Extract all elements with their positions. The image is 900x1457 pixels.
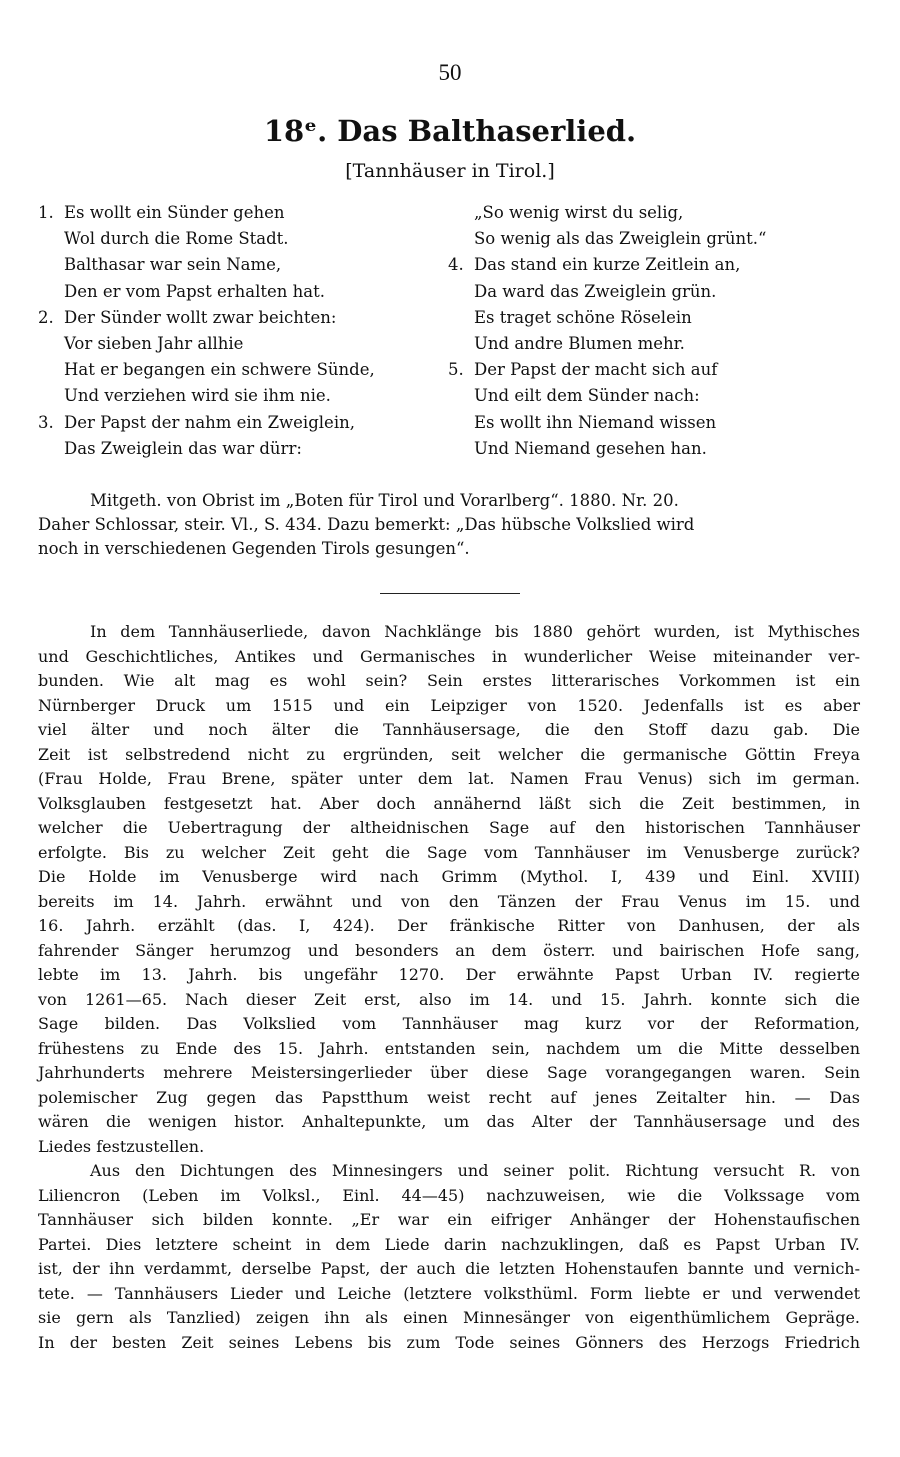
text-line: Tannhäuser sich bilden konnte. „Er war ein eifriger Anhänger der Hohenstaufischen bbox=[38, 1210, 860, 1229]
text-line: frühestens zu Ende des 15. Jahrh. entstanden sein, nachdem um die Mitte desselben bbox=[38, 1038, 860, 1058]
verse-line: Den er vom Papst erhalten hat. bbox=[64, 281, 326, 301]
verse-line: Hat er begangen ein schwere Sünde, bbox=[64, 360, 375, 380]
text-line: viel älter und noch älter die Tannhäusersage, die den Stoff dazu gab. Die bbox=[38, 720, 860, 739]
stanza-2 bbox=[38, 305, 448, 410]
verse-line: Da ward das Zweiglein grün. bbox=[474, 281, 717, 301]
stanza-number: 5. bbox=[448, 360, 464, 380]
verse-line: „So wenig wirst du selig, bbox=[474, 203, 684, 222]
text-line: bunden. Wie alt mag es wohl sein? Sein erstes litterarisches Vorkommen ist ein bbox=[38, 671, 860, 690]
verse-line: Vor sieben Jahr allhie bbox=[64, 334, 244, 354]
source-note-line: Daher Schlossar, steir. Vl., S. 434. Dazu bemerkt: „Das hübsche Volkslied wird bbox=[38, 515, 695, 534]
text-line: und Geschichtliches, Antikes und Germanisches in wunderlicher Weise miteinander ver- bbox=[38, 646, 860, 666]
text-line: von 1261—65. Nach dieser Zeit erst, also im 14. und 15. Jahrh. konnte sich die bbox=[38, 989, 860, 1009]
source-note-line: noch in verschiedenen Gegenden Tirols gesungen“. bbox=[38, 539, 470, 558]
text-line: Nürnberger Druck um 1515 und ein Leipziger von 1520. Jedenfalls ist es aber bbox=[38, 695, 860, 715]
text-line: In der besten Zeit seines Lebens bis zum Tode seines Gönners des Herzogs Friedrich bbox=[38, 1332, 860, 1352]
source-note bbox=[38, 489, 852, 561]
song-subtitle: [Tannhäuser in Tirol.] bbox=[345, 160, 555, 182]
text-line: lebte im 13. Jahrh. bis ungefähr 1270. Der erwähnte Papst Urban IV. regierte bbox=[38, 965, 860, 984]
verse-line: 4. Das stand ein kurze Zeitlein an, bbox=[448, 252, 868, 278]
text-line: Die Holde im Venusberge wird nach Grimm (Mythol. I, 439 und Einl. XVIII) bbox=[38, 867, 860, 886]
verse-line: Und verziehen wird sie ihm nie. bbox=[64, 386, 331, 406]
text-line: In dem Tannhäuserliede, davon Nachklänge bis 1880 gehört wurden, ist Mythisches bbox=[90, 622, 860, 641]
verse-column-left bbox=[38, 200, 448, 462]
paragraph-2 bbox=[38, 1159, 860, 1355]
section-divider bbox=[380, 593, 520, 594]
text-line: 16. Jahrh. erzählt (das. I, 424). Der fränkische Ritter von Danhusen, der als bbox=[38, 916, 860, 935]
stanza-number: 2. bbox=[38, 307, 54, 327]
page-number: 50 bbox=[438, 60, 462, 85]
commentary-text bbox=[38, 620, 860, 1355]
text-line: Partei. Dies letztere scheint in dem Liede darin nachzuklingen, daß es Papst Urban IV. bbox=[38, 1234, 860, 1254]
text-line: welcher die Uebertragung der altheidnischen Sage auf den historischen Tannhäuser bbox=[38, 818, 860, 837]
text-line: erfolgte. Bis zu welcher Zeit geht die Sage vom Tannhäuser im Venusberge zurück? bbox=[38, 842, 860, 862]
paragraph-1 bbox=[38, 620, 860, 1159]
stanza-1 bbox=[38, 200, 448, 305]
verse-line: 3. Der Papst der nahm ein Zweiglein, bbox=[38, 410, 448, 436]
text-line: polemischer Zug gegen das Papstthum weist recht auf jenes Zeitalter hin. — Das bbox=[38, 1087, 860, 1107]
verse-line: Und andre Blumen mehr. bbox=[474, 334, 685, 354]
song-title: 18ᵉ. Das Balthaserlied. bbox=[263, 114, 637, 148]
verse-line: So wenig als das Zweiglein grünt.“ bbox=[474, 229, 767, 249]
verse-line: Und eilt dem Sünder nach: bbox=[474, 386, 700, 406]
stanza-4 bbox=[448, 252, 868, 357]
text-line: bereits im 14. Jahrh. erwähnt und von den Tänzen der Frau Venus im 15. und bbox=[38, 891, 860, 911]
stanza-number: 3. bbox=[38, 412, 54, 432]
stanza-number: 1. bbox=[38, 203, 54, 222]
verse-line: Das Zweiglein das war dürr: bbox=[64, 438, 302, 458]
stanza-3-continued bbox=[448, 200, 868, 252]
source-note-line: Mitgeth. von Obrist im „Boten für Tirol und Vorarlberg“. 1880. Nr. 20. bbox=[90, 491, 679, 510]
text-line: Liedes festzustellen. bbox=[38, 1136, 205, 1156]
text-line: Jahrhunderts mehrere Meistersingerlieder über diese Sage vorangegangen waren. Sein bbox=[38, 1063, 860, 1082]
verse-line: 5. Der Papst der macht sich auf bbox=[448, 357, 868, 383]
verse-line: Wol durch die Rome Stadt. bbox=[64, 229, 289, 249]
verse-line: Und Niemand gesehen han. bbox=[474, 438, 707, 458]
text-line: fahrender Sänger herumzog und besonders an dem österr. und bairischen Hofe sang, bbox=[38, 940, 860, 960]
verse-line: 2. Der Sünder wollt zwar beichten: bbox=[38, 305, 448, 331]
text-line: ist, der ihn verdammt, derselbe Papst, der auch die letzten Hohenstaufen bannte und vernich- bbox=[38, 1259, 860, 1278]
text-line: Sage bilden. Das Volkslied vom Tannhäuser mag kurz vor der Reformation, bbox=[38, 1014, 860, 1033]
verse-line: 1. Es wollt ein Sünder gehen bbox=[38, 200, 448, 226]
verse-line: Balthasar war sein Name, bbox=[64, 255, 282, 275]
text-line: Aus den Dichtungen des Minnesingers und seiner polit. Richtung versucht R. von bbox=[90, 1161, 860, 1180]
text-line: (Frau Holde, Frau Brene, später unter dem lat. Namen Frau Venus) sich im german. bbox=[38, 769, 860, 788]
text-line: Liliencron (Leben im Volksl., Einl. 44—45) nachzuweisen, wie die Volkssage vom bbox=[38, 1185, 860, 1205]
text-line: wären die wenigen histor. Anhaltepunkte, um das Alter der Tannhäusersage und des bbox=[38, 1112, 860, 1131]
stanza-3 bbox=[38, 410, 448, 462]
text-line: sie gern als Tanzlied) zeigen ihn als einen Minnesänger von eigenthümlichem Gepräge. bbox=[38, 1308, 860, 1327]
text-line: Volksglauben festgesetzt hat. Aber doch annähernd läßt sich die Zeit bestimmen, in bbox=[38, 793, 860, 813]
verse-line: Es wollt ihn Niemand wissen bbox=[474, 412, 717, 432]
verse-line: Es traget schöne Röselein bbox=[474, 307, 692, 327]
verse-column-right bbox=[448, 200, 868, 462]
text-line: Zeit ist selbstredend nicht zu ergründen, seit welcher die germanische Göttin Freya bbox=[38, 744, 860, 764]
text-line: tete. — Tannhäusers Lieder und Leiche (letztere volksthüml. Form liebte er und verwendet bbox=[38, 1283, 860, 1303]
stanza-5 bbox=[448, 357, 868, 462]
stanza-number: 4. bbox=[448, 255, 464, 275]
